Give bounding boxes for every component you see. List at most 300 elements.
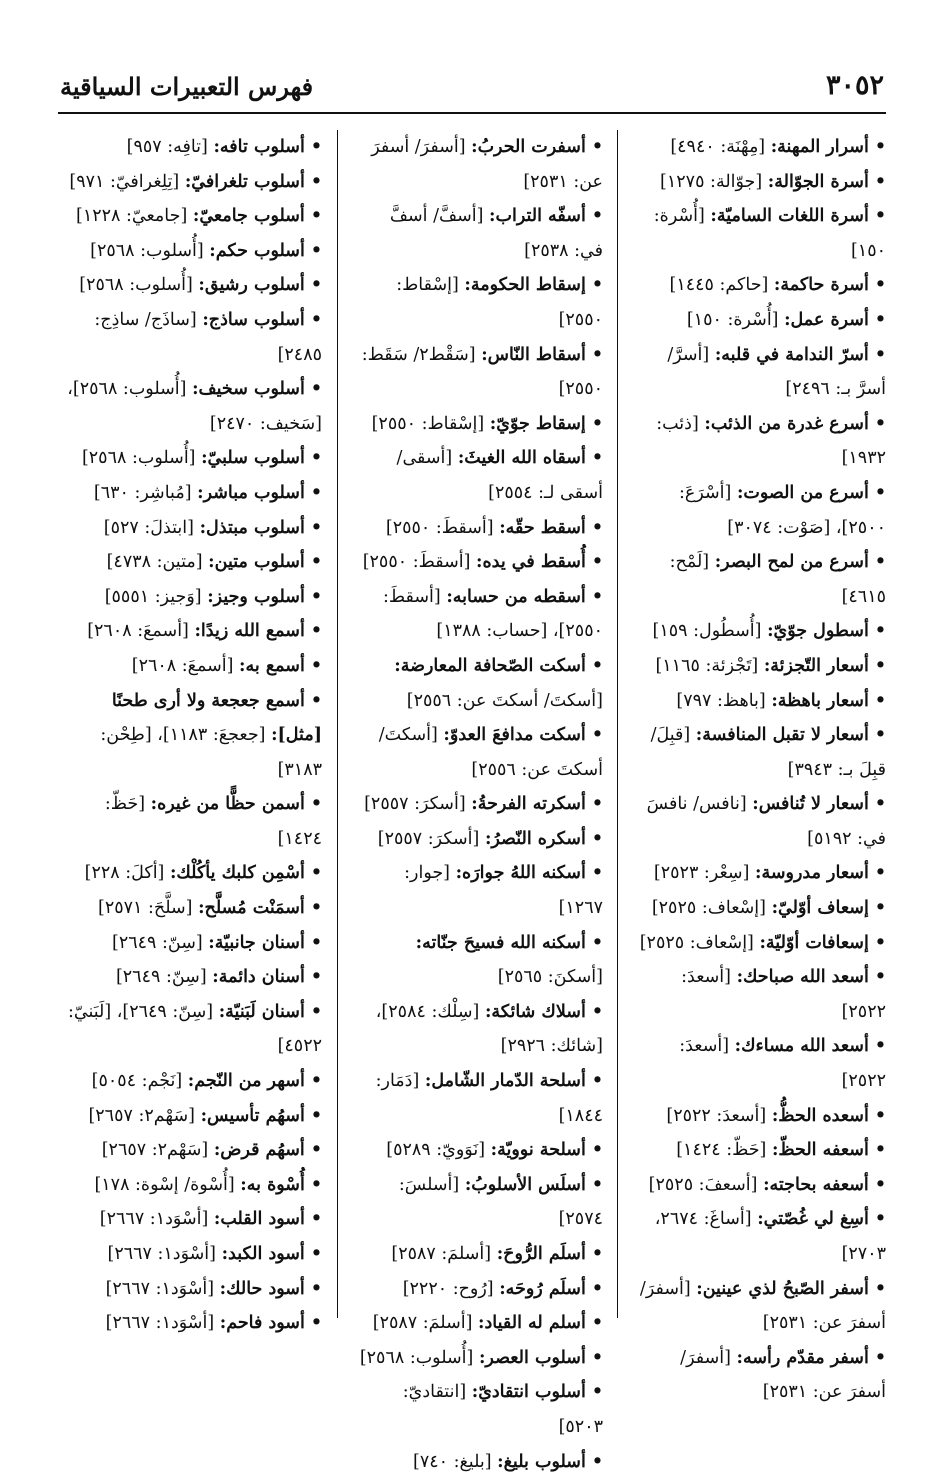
index-entry <box>60 476 322 511</box>
bullet-icon: • <box>874 206 886 227</box>
index-entry <box>358 787 603 822</box>
entry-term: أسكنه الله فسيحَ جنّاته: <box>415 932 586 953</box>
index-entry <box>60 1306 322 1341</box>
entry-reference: [أساغَ: ٢٦٧٤، ٢٧٠٣] <box>654 1209 886 1264</box>
entry-reference: [أُسلوب: ٢٥٦٨]، [سَخيف: ٢٤٧٠] <box>67 379 322 434</box>
entry-reference: [تافِه: ٩٥٧] <box>126 137 208 157</box>
entry-reference: [أُسلوب: ٢٥٦٨] <box>79 275 193 296</box>
entry-reference: [أسعدَ: ٢٥٢٢] <box>679 1036 886 1092</box>
entry-term: إسعاف أوّليّ: <box>771 898 869 919</box>
bullet-icon: • <box>310 1244 322 1264</box>
entry-term: إسقاط الحكومة: <box>464 275 586 296</box>
index-entry <box>60 856 322 891</box>
entry-term: أسلوب بليغ: <box>497 1451 586 1472</box>
bullet-icon: • <box>591 1382 603 1403</box>
entry-reference: [أسقطَ: ٢٥٥٠]، [حساب: ١٣٨٨] <box>383 586 603 642</box>
entry-reference: [أسعفَ: ٢٥٢٥] <box>648 1174 758 1195</box>
bullet-icon: • <box>874 275 886 296</box>
index-entry <box>60 649 322 684</box>
index-entry <box>358 338 603 407</box>
index-entry <box>60 891 322 926</box>
bullet-icon: • <box>874 1036 886 1057</box>
index-entry <box>60 1272 322 1307</box>
index-entry <box>638 684 886 719</box>
bullet-icon: • <box>591 448 603 469</box>
entry-term: أسكنه اللهُ جوارَه: <box>455 863 586 884</box>
index-entry <box>638 1133 886 1168</box>
index-entry <box>60 787 322 856</box>
entry-reference: [حَظّ: ١٤٢٤] <box>676 1140 767 1161</box>
index-entry <box>60 926 322 961</box>
index-entry <box>638 787 886 856</box>
entry-term: أسهر من النّجم: <box>187 1071 305 1092</box>
entry-term: أسِغ لي غُصّتي: <box>757 1209 869 1230</box>
entry-reference: [أسكتَ/ أسكتَ عن: ٢٥٥٦] <box>378 725 603 780</box>
entry-term: أسود حالك: <box>219 1278 305 1299</box>
entry-term: أسلوب وجيز: <box>207 586 305 607</box>
entry-reference: [سَقْط٢/ سَقَط: ٢٥٥٠] <box>361 344 603 400</box>
bullet-icon: • <box>591 655 603 676</box>
entry-reference: [تِلِغرافيّ: ٩٧١] <box>69 171 180 192</box>
entry-term: أسلوب مباشر: <box>197 482 305 503</box>
entry-term: أسْمِن كلبك يأكُلْك: <box>169 863 305 884</box>
entry-term: إسعافات أوّليّة: <box>759 932 869 953</box>
index-entry <box>638 407 886 476</box>
entry-term: أسلم له القياد: <box>478 1313 586 1334</box>
entry-reference: [متين: ٤٧٣٨] <box>106 552 203 573</box>
entry-reference: [أسمعَ: ٢٦٠٨] <box>131 655 234 676</box>
entry-term: أسقاه الله الغيثَ: <box>457 448 586 469</box>
entry-reference: [أسعدَ: ٢٥٢٢] <box>681 967 886 1022</box>
entry-reference: [أكلَ: ٢٢٨] <box>84 863 165 884</box>
entry-term: أسكرته الفرحةُ: <box>471 794 586 815</box>
bullet-icon: • <box>310 863 322 884</box>
index-entry <box>60 1099 322 1134</box>
entry-term: أسرة الجوّالة: <box>767 171 869 192</box>
entry-reference: [أُسلوب: ٢٥٦٨] <box>81 448 196 469</box>
entry-reference: [أسلسَ: ٢٥٧٤] <box>398 1174 603 1230</box>
bullet-icon: • <box>874 171 886 192</box>
index-entry <box>60 441 322 476</box>
entry-term: أسلوب ساذج: <box>202 309 305 330</box>
bullet-icon: • <box>591 1451 603 1472</box>
bullet-icon: • <box>310 690 322 711</box>
entry-term: أسلَم رُوحَه: <box>499 1278 586 1299</box>
entry-reference: [أسكتَ/ أسكتَ عن: ٢٥٥٦] <box>406 690 603 711</box>
entry-reference: [أسْوَد١: ٢٦٦٧] <box>105 1278 215 1299</box>
bullet-icon: • <box>591 1313 603 1334</box>
entry-reference: [انتقاديّ: ٥٢٠٣] <box>402 1382 603 1437</box>
index-entry <box>60 511 322 546</box>
bullet-icon: • <box>310 1001 322 1022</box>
bullet-icon: • <box>874 344 886 365</box>
index-entry <box>638 1202 886 1271</box>
entry-reference: [أسقى/ أسقى لـ: ٢٥٥٤] <box>396 448 603 503</box>
entry-reference: [ساذَج/ ساذِج: ٢٤٨٥] <box>94 309 322 365</box>
index-entry <box>358 1168 603 1237</box>
column-divider <box>617 130 618 1318</box>
index-entry <box>358 1133 603 1168</box>
index-column-3 <box>60 130 322 1334</box>
entry-term: أسلَم الرُّوحَ: <box>496 1244 586 1264</box>
index-entry <box>60 1133 322 1168</box>
entry-reference: [حاكم: ١٤٤٥] <box>669 275 769 296</box>
entry-reference: [نَجْم: ٥٠٥٤] <box>91 1071 183 1092</box>
index-entry <box>638 926 886 961</box>
index-entry <box>638 856 886 891</box>
index-entry <box>358 130 603 199</box>
entry-reference: [أسفَّ/ أسفَّ في: ٢٥٣٨] <box>389 206 603 261</box>
entry-reference: [سَهْم٢: ٢٦٥٧] <box>101 1140 209 1161</box>
entry-term: أسنان دائمة: <box>212 967 305 988</box>
entry-reference: [أسفرَ/ أسفرَ عن: ٢٥٣١] <box>371 137 603 192</box>
index-entry <box>358 407 603 442</box>
entry-term: أسلوب تلغرافيّ: <box>184 171 305 192</box>
bullet-icon: • <box>591 1001 603 1022</box>
entry-reference: [أسرَّ/ أسرَّ بـ: ٢٤٩٦] <box>667 344 886 400</box>
bullet-icon: • <box>310 1174 322 1195</box>
entry-reference: [جامعيّ: ١٢٢٨] <box>76 206 188 227</box>
entry-term: إسقاط جوّيّ: <box>489 413 586 434</box>
entry-term: أسعفه الحظّ: <box>771 1140 869 1161</box>
index-entry <box>638 476 886 545</box>
entry-reference: [لَمْح: ٤٦١٥] <box>669 552 886 607</box>
entry-term: أُسقط في يده: <box>476 552 586 573</box>
index-entry <box>358 822 603 857</box>
index-entry <box>638 545 886 614</box>
index-entry <box>60 995 322 1064</box>
index-entry <box>638 1099 886 1134</box>
entry-reference: [جوّالة: ١٢٧٥] <box>660 171 763 192</box>
entry-term: أسقطه من حسابه: <box>446 586 586 607</box>
bullet-icon: • <box>310 482 322 503</box>
bullet-icon: • <box>310 586 322 607</box>
bullet-icon: • <box>310 1071 322 1092</box>
bullet-icon: • <box>874 863 886 884</box>
index-entry <box>60 580 322 615</box>
entry-term: أسعار لا تقبل المنافسة: <box>695 725 869 746</box>
entry-term: أسرّ الندامة في قلبه: <box>714 344 869 365</box>
entry-term: أسلوب مبتذل: <box>199 517 305 538</box>
entry-reference: [قبِلَ/ قبِلَ بـ: ٣٩٤٣] <box>650 725 886 780</box>
bullet-icon: • <box>874 621 886 642</box>
entry-reference: [أسفرَ/ أسفرَ عن: ٢٥٣١] <box>680 1347 886 1403</box>
entry-reference: [أُسلوب: ٢٥٦٨] <box>90 240 204 261</box>
bullet-icon: • <box>874 1140 886 1161</box>
bullet-icon: • <box>310 309 322 330</box>
bullet-icon: • <box>874 1278 886 1299</box>
index-entry <box>638 1168 886 1203</box>
entry-reference: [أسلمَ: ٢٥٨٧] <box>391 1244 492 1264</box>
bullet-icon: • <box>591 932 603 953</box>
index-entry <box>358 1306 603 1341</box>
entry-term: أسفر مقدّم رأسه: <box>736 1347 869 1368</box>
bullet-icon: • <box>591 1174 603 1195</box>
index-entry <box>638 891 886 926</box>
entry-reference: [أسْوَد١: ٢٦٦٧] <box>107 1244 216 1264</box>
index-entry <box>60 545 322 580</box>
entry-term: أسعفه بحاجته: <box>763 1174 869 1195</box>
bullet-icon: • <box>591 137 603 157</box>
entry-reference: [أُسْوة/ إسْوة: ١٧٨] <box>94 1174 235 1195</box>
entry-reference: [سِنّ: ٢٦٤٩] <box>115 967 207 988</box>
entry-reference: [نافس/ نافسَ في: ٥١٩٢] <box>646 794 886 849</box>
index-entry <box>60 684 322 788</box>
bullet-icon: • <box>874 967 886 988</box>
index-entry <box>358 580 603 649</box>
entry-term: أسمع الله زيدًا: <box>194 621 305 642</box>
entry-term: أسرع من الصوت: <box>736 482 869 503</box>
index-entry <box>638 338 886 407</box>
entry-reference: [أسقطَ: ٢٥٥٠] <box>385 517 494 538</box>
index-entry <box>358 545 603 580</box>
bullet-icon: • <box>310 1278 322 1299</box>
entry-reference: [أسكرَ: ٢٥٥٧] <box>364 794 466 815</box>
index-entry <box>638 718 886 787</box>
entry-term: أسكت مدافعَ العدوّ: <box>443 725 586 746</box>
entry-reference: [أسفرَ/ أسفرَ عن: ٢٥٣١] <box>639 1278 886 1334</box>
entry-term: أسلوب جامعيّ: <box>192 206 305 227</box>
entry-term: أسرة عمل: <box>784 309 869 330</box>
index-entry <box>638 130 886 165</box>
index-entry <box>358 856 603 925</box>
index-entry <box>638 303 886 338</box>
index-entry <box>60 372 322 441</box>
entry-term: أسلوب حكم: <box>209 240 305 261</box>
bullet-icon: • <box>874 137 886 157</box>
index-entry <box>358 1237 603 1272</box>
entry-reference: [أسْوَد١: ٢٦٦٧] <box>105 1313 215 1334</box>
entry-term: أسمع به: <box>239 655 305 676</box>
entry-term: أسهُم تأسيس: <box>200 1105 305 1126</box>
bullet-icon: • <box>310 448 322 469</box>
entry-reference: [سِنّ: ٢٦٤٩]، [لَبَنيّ: ٤٥٢٢] <box>67 1001 322 1057</box>
entry-reference: [ابتذلَ: ٥٢٧] <box>103 517 194 538</box>
entry-term: أُسْوة به: <box>240 1174 305 1195</box>
entry-reference: [سلَّحَ: ٢٥٧١] <box>98 898 193 919</box>
index-entry <box>358 511 603 546</box>
entry-term: أسقاط النّاس: <box>481 344 586 365</box>
index-entry <box>358 718 603 787</box>
index-entry <box>638 960 886 1029</box>
bullet-icon: • <box>874 690 886 711</box>
bullet-icon: • <box>874 1347 886 1368</box>
bullet-icon: • <box>874 794 886 815</box>
entry-reference: [سَهْم٢: ٢٦٥٧] <box>88 1105 195 1126</box>
running-title: فهرس التعبيرات السياقية <box>60 72 314 101</box>
column-divider <box>337 130 338 1318</box>
entry-term: أسلوب سخيف: <box>192 379 305 400</box>
entry-reference: [نَوَويّ: ٥٢٨٩] <box>386 1140 486 1161</box>
index-entry <box>60 1202 322 1237</box>
index-entry <box>60 1064 322 1099</box>
entry-reference: [سِعْر: ٢٥٢٣] <box>653 863 750 884</box>
entry-term: أسعار باهظة: <box>771 690 869 711</box>
bullet-icon: • <box>591 828 603 849</box>
entry-term: أسكره النّصرُ: <box>484 828 586 849</box>
index-entry <box>638 614 886 649</box>
bullet-icon: • <box>591 206 603 227</box>
entry-term: أسنان لَبَنيّة: <box>218 1001 305 1022</box>
entry-reference: [باهظ: ٧٩٧] <box>676 690 766 711</box>
index-entry <box>358 1064 603 1133</box>
entry-reference: [رُوح: ٢٢٢٠] <box>402 1278 494 1299</box>
entry-term: أسرع غدرة من الذئب: <box>704 413 869 434</box>
entry-term: أسلحة نوويّة: <box>490 1140 586 1161</box>
entry-reference: [إسْعاف: ٢٥٢٥] <box>651 898 766 919</box>
bullet-icon: • <box>874 1209 886 1230</box>
entry-reference: [أسقطَ: ٢٥٥٠] <box>362 552 471 573</box>
bullet-icon: • <box>591 1278 603 1299</box>
bullet-icon: • <box>591 586 603 607</box>
index-entry <box>358 1375 603 1444</box>
bullet-icon: • <box>874 309 886 330</box>
entry-reference: [بليغ: ٧٤٠] <box>413 1451 492 1472</box>
entry-term: أسطول جوّيّ: <box>767 621 869 642</box>
entry-term: أسلَس الأسلوبُ: <box>464 1174 586 1195</box>
entry-reference: [أسْرَعَ: ٢٥٠٠]، [صَوْت: ٣٠٧٤] <box>679 482 886 538</box>
entry-term: أسرار المهنة: <box>770 137 869 157</box>
entry-term: أسلوب انتقاديّ: <box>471 1382 586 1403</box>
bullet-icon: • <box>591 1071 603 1092</box>
entry-reference: [وَجيز: ٥٥٥١] <box>104 586 202 607</box>
bullet-icon: • <box>874 898 886 919</box>
entry-term: أسنان جانبيّة: <box>208 932 305 953</box>
index-entry <box>358 1272 603 1307</box>
page-number: ٣٠٥٢ <box>825 70 884 101</box>
index-entry <box>638 1272 886 1341</box>
entry-term: أسلوب رشيق: <box>198 275 305 296</box>
entry-reference: [أسعدَ: ٢٥٢٢] <box>666 1105 767 1126</box>
bullet-icon: • <box>310 379 322 400</box>
entry-term: أسرع من لمح البصر: <box>714 552 869 573</box>
entry-term: أسعار لا تُنافس: <box>752 794 869 815</box>
entry-term: أسلوب العصر: <box>478 1347 586 1368</box>
index-entry <box>358 926 603 995</box>
index-entry <box>358 1445 603 1479</box>
entry-term: أسرة اللغات الساميّة: <box>710 206 869 227</box>
entry-reference: [أسلمَ: ٢٥٨٧] <box>372 1313 473 1334</box>
entry-reference: [دَمَار: ١٨٤٤] <box>375 1071 603 1126</box>
bullet-icon: • <box>591 344 603 365</box>
entry-term: أسعار مدروسة: <box>755 863 869 884</box>
index-entry <box>638 165 886 200</box>
bullet-icon: • <box>874 932 886 953</box>
bullet-icon: • <box>591 1140 603 1161</box>
index-entry <box>60 165 322 200</box>
index-entry <box>60 960 322 995</box>
index-columns <box>58 130 886 1472</box>
entry-reference: [جعجعَ: ١١٨٣]، [طِحْن: ٣١٨٣] <box>100 725 322 780</box>
bullet-icon: • <box>591 1244 603 1264</box>
bullet-icon: • <box>310 794 322 815</box>
index-entry <box>358 199 603 268</box>
entry-term: أسرة حاكمة: <box>773 275 869 296</box>
entry-reference: [أُسطُول: ١٥٩] <box>652 621 762 642</box>
entry-term: أسود فاحم: <box>219 1313 305 1334</box>
bullet-icon: • <box>591 552 603 573</box>
entry-reference: [سِنّ: ٢٦٤٩] <box>112 932 203 953</box>
entry-term: أسقط حقّه: <box>499 517 586 538</box>
bullet-icon: • <box>874 482 886 503</box>
bullet-icon: • <box>310 240 322 261</box>
entry-term: أسعار التّجزئة: <box>763 655 869 676</box>
bullet-icon: • <box>874 1174 886 1195</box>
bullet-icon: • <box>310 621 322 642</box>
entry-term: أسود الكبد: <box>221 1244 305 1264</box>
entry-reference: [أسكرَ: ٢٥٥٧] <box>377 828 480 849</box>
bullet-icon: • <box>310 967 322 988</box>
bullet-icon: • <box>591 1347 603 1368</box>
bullet-icon: • <box>310 1209 322 1230</box>
index-entry <box>60 1237 322 1272</box>
bullet-icon: • <box>310 517 322 538</box>
bullet-icon: • <box>310 898 322 919</box>
index-entry <box>638 649 886 684</box>
entry-reference: [سِلْك: ٢٥٨٤]، [شائك: ٢٩٢٦] <box>375 1001 603 1057</box>
index-entry <box>638 199 886 268</box>
bullet-icon: • <box>310 206 322 227</box>
index-entry <box>638 1341 886 1410</box>
index-entry <box>358 649 603 718</box>
entry-reference: [تَجْزئة: ١١٦٥] <box>655 655 759 676</box>
index-entry <box>358 268 603 337</box>
entry-term: أسعد الله مساءك: <box>734 1036 869 1057</box>
entry-reference: [مُباشِر: ٦٣٠] <box>93 482 192 503</box>
index-entry <box>60 268 322 303</box>
entry-reference: [ذئب: ١٩٣٢] <box>656 413 886 469</box>
bullet-icon: • <box>310 655 322 676</box>
bullet-icon: • <box>874 552 886 573</box>
bullet-icon: • <box>310 275 322 296</box>
index-column-1 <box>638 130 886 1403</box>
index-entry <box>60 614 322 649</box>
entry-reference: [مِهْنَة: ٤٩٤٠] <box>670 137 766 157</box>
entry-reference: [جوار: ١٢٦٧] <box>404 863 603 919</box>
entry-term: أسفّه التراب: <box>489 206 586 227</box>
entry-term: أسمَنْت مُسلَّح: <box>198 898 305 919</box>
bullet-icon: • <box>591 725 603 746</box>
entry-term: أسفرت الحربُ: <box>471 137 586 157</box>
entry-term: أسلحة الدّمار الشّامل: <box>424 1071 586 1092</box>
entry-reference: [أُسلوب: ٢٥٦٨] <box>359 1347 474 1368</box>
entry-reference: [أسمعَ: ٢٦٠٨] <box>87 621 189 642</box>
entry-term: أسمع جعجعة ولا أرى طحنًا [مثل]: <box>111 690 322 746</box>
entry-reference: [أسْوَد١: ٢٦٦٧] <box>99 1209 209 1230</box>
bullet-icon: • <box>310 1105 322 1126</box>
bullet-icon: • <box>310 171 322 192</box>
entry-term: أسفر الصّبحُ لذي عينين: <box>696 1278 869 1299</box>
bullet-icon: • <box>874 413 886 434</box>
entry-term: أسهُم قرض: <box>213 1140 305 1161</box>
bullet-icon: • <box>310 137 322 157</box>
index-entry <box>60 303 322 372</box>
entry-term: أسكت الصّحافة المعارضة: <box>394 655 586 676</box>
index-entry <box>60 199 322 234</box>
entry-term: أسعد الله صباحك: <box>736 967 869 988</box>
bullet-icon: • <box>310 1313 322 1334</box>
bullet-icon: • <box>591 863 603 884</box>
entry-reference: [حَظّ: ١٤٢٤] <box>104 794 322 849</box>
page-header <box>58 68 886 114</box>
bullet-icon: • <box>591 517 603 538</box>
index-entry <box>638 268 886 303</box>
index-entry <box>638 1029 886 1098</box>
entry-reference: [أُسْرة: ١٥٠] <box>686 309 779 330</box>
bullet-icon: • <box>310 932 322 953</box>
entry-term: أسمن حظًّا من غيره: <box>150 794 305 815</box>
index-entry <box>60 234 322 269</box>
